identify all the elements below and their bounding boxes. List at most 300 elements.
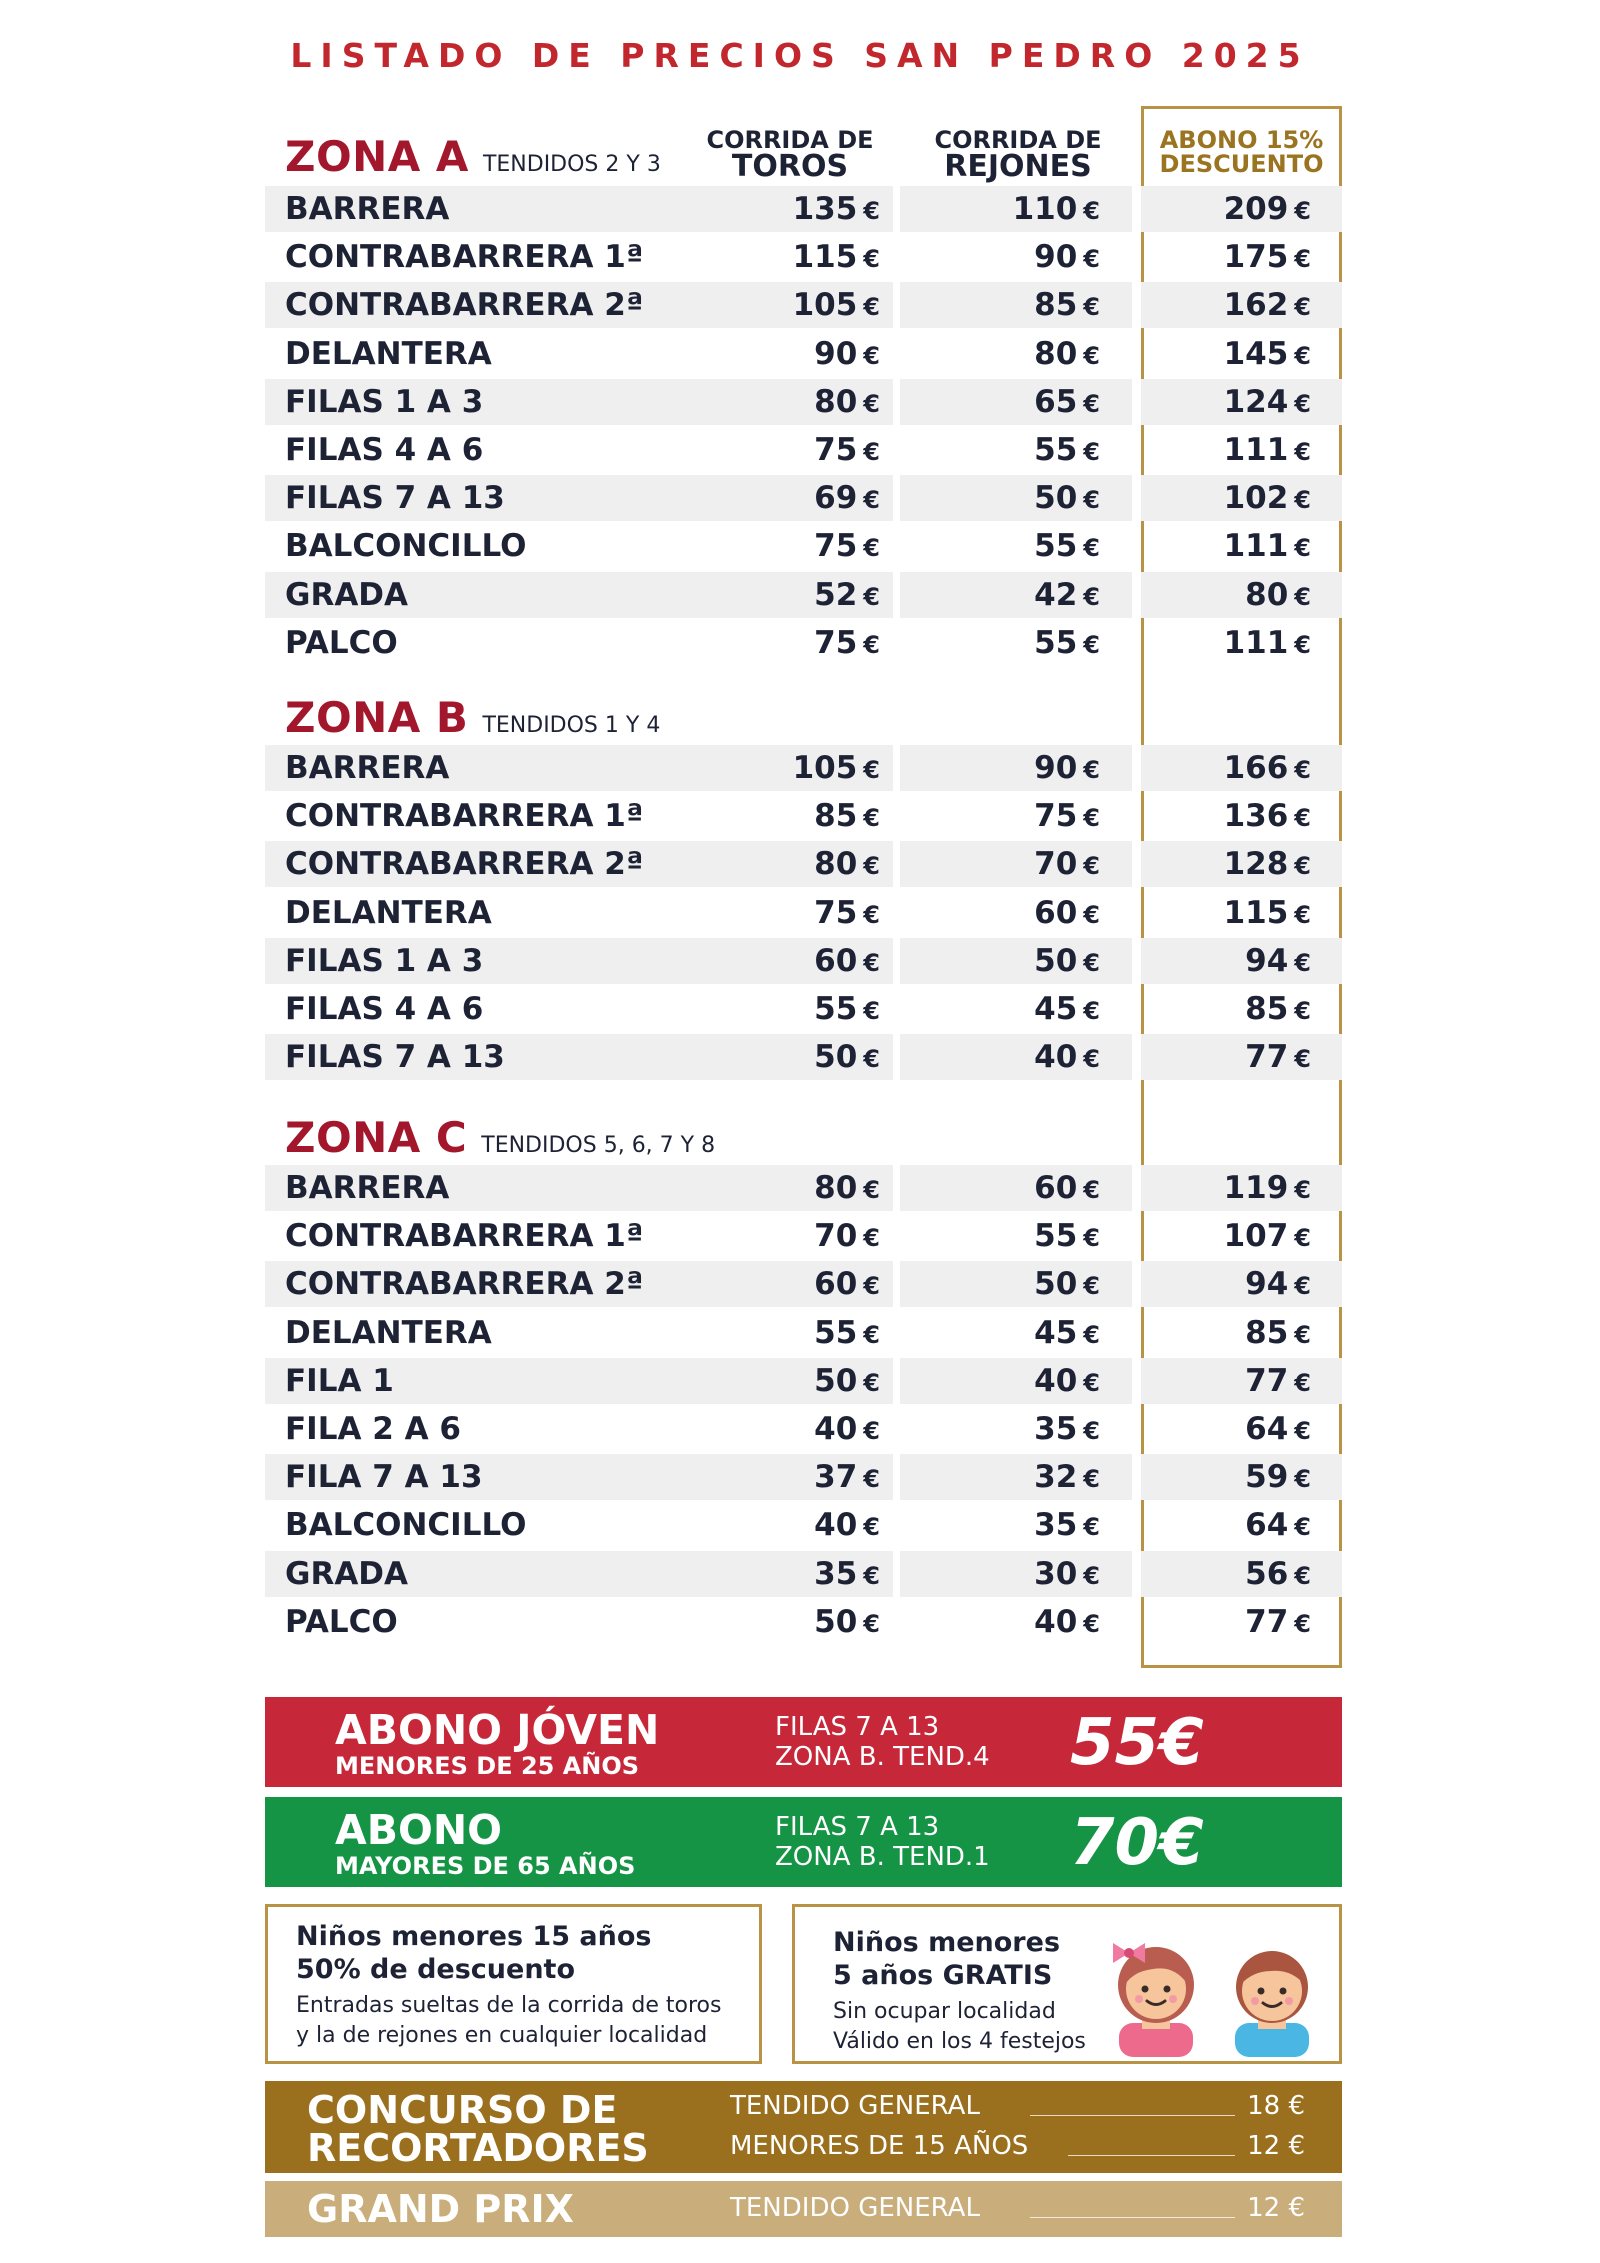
seat-label: PALCO xyxy=(285,625,398,661)
abono-mayores-subtitle: MAYORES DE 65 AÑOS xyxy=(335,1852,636,1880)
price-abono xyxy=(1141,841,1311,889)
kids-15-sub-line2: y la de rejones en cualquier localidad xyxy=(296,2023,708,2048)
header-abono xyxy=(1144,128,1339,176)
seat-label: CONTRABARRERA 1ª xyxy=(285,1218,644,1254)
seat-label: CONTRABARRERA 1ª xyxy=(285,239,644,275)
price-toros xyxy=(680,1599,880,1647)
currency-symbol: € xyxy=(1294,293,1311,321)
currency-symbol: € xyxy=(863,631,880,659)
currency-symbol: € xyxy=(863,1224,880,1252)
abono-joven-info xyxy=(775,1713,990,1773)
currency-symbol: € xyxy=(863,852,880,880)
table-row xyxy=(265,427,1342,473)
price-value: 40 xyxy=(1034,1363,1078,1399)
currency-symbol: € xyxy=(863,583,880,611)
leader-line xyxy=(1030,2115,1235,2116)
currency-symbol: € xyxy=(863,245,880,273)
price-rejones xyxy=(900,427,1100,475)
table-row xyxy=(265,186,1342,232)
currency-symbol: € xyxy=(1083,1610,1100,1638)
price-rejones xyxy=(900,1310,1100,1358)
price-value: 60 xyxy=(1034,1170,1078,1206)
price-value: 55 xyxy=(814,1315,858,1351)
price-abono xyxy=(1141,427,1311,475)
price-value: 135 xyxy=(792,191,858,227)
currency-symbol: € xyxy=(1083,1321,1100,1349)
price-value: 80 xyxy=(1245,577,1289,613)
kids-15-box xyxy=(265,1904,762,2064)
price-value: 40 xyxy=(814,1507,858,1543)
price-toros xyxy=(680,282,880,330)
price-toros xyxy=(680,572,880,620)
price-value: 124 xyxy=(1223,384,1289,420)
currency-symbol: € xyxy=(863,293,880,321)
kids-15-sub-line1: Entradas sueltas de la corrida de toros xyxy=(296,1993,722,2018)
seat-label: BARRERA xyxy=(285,1170,450,1206)
seat-label: GRADA xyxy=(285,577,409,613)
price-value: 40 xyxy=(814,1411,858,1447)
currency-symbol: € xyxy=(863,1321,880,1349)
price-value: 35 xyxy=(1034,1507,1078,1543)
price-rejones xyxy=(900,523,1100,571)
price-toros xyxy=(680,1358,880,1406)
price-value: 35 xyxy=(814,1556,858,1592)
currency-symbol: € xyxy=(1083,197,1100,225)
currency-symbol: € xyxy=(1294,1610,1311,1638)
price-abono xyxy=(1141,1406,1311,1454)
price-rejones xyxy=(900,1599,1100,1647)
seat-label: FILA 2 A 6 xyxy=(285,1411,461,1447)
currency-symbol: € xyxy=(863,756,880,784)
price-value: 40 xyxy=(1034,1604,1078,1640)
currency-symbol: € xyxy=(1083,1272,1100,1300)
price-value: 102 xyxy=(1223,480,1289,516)
price-value: 55 xyxy=(1034,528,1078,564)
price-toros xyxy=(680,620,880,668)
price-abono xyxy=(1141,1502,1311,1550)
abono-mayores-price: 70€ xyxy=(1070,1806,1204,1880)
price-value: 40 xyxy=(1034,1039,1078,1075)
price-rejones xyxy=(900,620,1100,668)
seat-label: CONTRABARRERA 2ª xyxy=(285,846,644,882)
price-toros xyxy=(680,745,880,793)
grand-prix-line-0-price: 12 € xyxy=(1247,2193,1305,2223)
price-value: 60 xyxy=(814,1266,858,1302)
price-value: 65 xyxy=(1034,384,1078,420)
price-rejones xyxy=(900,379,1100,427)
price-value: 110 xyxy=(1012,191,1078,227)
price-rejones xyxy=(900,793,1100,841)
seat-label: FILAS 7 A 13 xyxy=(285,480,505,516)
price-abono xyxy=(1141,620,1311,668)
currency-symbol: € xyxy=(1294,1369,1311,1397)
price-value: 105 xyxy=(792,750,858,786)
abono-mayores-title: ABONO xyxy=(335,1806,503,1854)
currency-symbol: € xyxy=(1083,1562,1100,1590)
price-toros xyxy=(680,1406,880,1454)
price-rejones xyxy=(900,938,1100,986)
price-toros xyxy=(680,841,880,889)
currency-symbol: € xyxy=(1083,631,1100,659)
price-value: 52 xyxy=(814,577,858,613)
price-value: 59 xyxy=(1245,1459,1289,1495)
currency-symbol: € xyxy=(1083,1465,1100,1493)
price-value: 90 xyxy=(1034,239,1078,275)
abono-joven-subtitle: MENORES DE 25 AÑOS xyxy=(335,1752,640,1780)
currency-symbol: € xyxy=(1294,901,1311,929)
price-value: 70 xyxy=(1034,846,1078,882)
price-value: 175 xyxy=(1223,239,1289,275)
price-value: 94 xyxy=(1245,943,1289,979)
recortadores-line-1-price: 12 € xyxy=(1247,2131,1305,2161)
price-rejones xyxy=(900,475,1100,523)
currency-symbol: € xyxy=(1294,486,1311,514)
currency-symbol: € xyxy=(863,1176,880,1204)
seat-label: DELANTERA xyxy=(285,336,492,372)
price-value: 111 xyxy=(1223,432,1289,468)
header-corrida-toros xyxy=(690,128,890,182)
price-value: 37 xyxy=(814,1459,858,1495)
header-corrida-rejones xyxy=(918,128,1118,182)
seat-label: BARRERA xyxy=(285,191,450,227)
currency-symbol: € xyxy=(1294,804,1311,832)
zone-name: ZONA B xyxy=(285,693,469,742)
price-abono xyxy=(1141,1034,1311,1082)
price-value: 111 xyxy=(1223,625,1289,661)
currency-symbol: € xyxy=(1294,342,1311,370)
currency-symbol: € xyxy=(1294,1465,1311,1493)
currency-symbol: € xyxy=(1083,997,1100,1025)
price-value: 75 xyxy=(814,432,858,468)
price-toros xyxy=(680,1310,880,1358)
abono-joven-info-line1: FILAS 7 A 13 xyxy=(775,1712,940,1742)
abono-mayores-info-line1: FILAS 7 A 13 xyxy=(775,1812,940,1842)
abono-joven-title: ABONO JÓVEN xyxy=(335,1706,660,1754)
price-rejones xyxy=(900,186,1100,234)
price-abono xyxy=(1141,186,1311,234)
table-row xyxy=(265,890,1342,936)
table-row xyxy=(265,986,1342,1032)
currency-symbol: € xyxy=(1083,901,1100,929)
seat-label: FILAS 4 A 6 xyxy=(285,432,484,468)
price-value: 55 xyxy=(1034,625,1078,661)
price-rejones xyxy=(900,572,1100,620)
price-value: 60 xyxy=(1034,895,1078,931)
price-value: 111 xyxy=(1223,528,1289,564)
price-value: 35 xyxy=(1034,1411,1078,1447)
currency-symbol: € xyxy=(1294,1224,1311,1252)
currency-symbol: € xyxy=(1083,342,1100,370)
price-rejones xyxy=(900,1165,1100,1213)
kids-5-title-line2: 5 años GRATIS xyxy=(833,1960,1053,1991)
table-row xyxy=(265,793,1342,839)
currency-symbol: € xyxy=(1294,631,1311,659)
zone-subtitle: TENDIDOS 5, 6, 7 Y 8 xyxy=(481,1133,716,1158)
price-toros xyxy=(680,379,880,427)
currency-symbol: € xyxy=(1083,293,1100,321)
price-abono xyxy=(1141,234,1311,282)
table-row xyxy=(265,1551,1342,1597)
price-abono xyxy=(1141,523,1311,571)
currency-symbol: € xyxy=(1083,1369,1100,1397)
price-toros xyxy=(680,234,880,282)
currency-symbol: € xyxy=(863,390,880,418)
children-icon xyxy=(1095,1925,1333,2057)
abono-joven-price: 55€ xyxy=(1070,1706,1204,1780)
price-value: 30 xyxy=(1034,1556,1078,1592)
price-value: 50 xyxy=(814,1039,858,1075)
price-rejones xyxy=(900,1454,1100,1502)
price-abono xyxy=(1141,938,1311,986)
currency-symbol: € xyxy=(863,997,880,1025)
table-row xyxy=(265,331,1342,377)
table-row xyxy=(265,1310,1342,1356)
price-value: 90 xyxy=(1034,750,1078,786)
currency-symbol: € xyxy=(863,1272,880,1300)
price-value: 80 xyxy=(814,846,858,882)
price-value: 42 xyxy=(1034,577,1078,613)
price-value: 80 xyxy=(814,384,858,420)
currency-symbol: € xyxy=(1083,583,1100,611)
table-row xyxy=(265,1454,1342,1500)
price-abono xyxy=(1141,1261,1311,1309)
currency-symbol: € xyxy=(1083,804,1100,832)
price-toros xyxy=(680,1034,880,1082)
table-row xyxy=(265,841,1342,887)
price-value: 56 xyxy=(1245,1556,1289,1592)
header-abono-line2: DESCUENTO xyxy=(1159,150,1324,178)
price-value: 55 xyxy=(814,991,858,1027)
recortadores-line-1 xyxy=(730,2131,1305,2165)
currency-symbol: € xyxy=(1083,245,1100,273)
currency-symbol: € xyxy=(863,1369,880,1397)
price-abono xyxy=(1141,793,1311,841)
price-abono xyxy=(1141,331,1311,379)
seat-label: FILA 7 A 13 xyxy=(285,1459,483,1495)
seat-label: GRADA xyxy=(285,1556,409,1592)
price-value: 115 xyxy=(1223,895,1289,931)
price-value: 166 xyxy=(1223,750,1289,786)
price-value: 85 xyxy=(1245,1315,1289,1351)
header-rejones-line2: REJONES xyxy=(944,149,1092,184)
price-value: 50 xyxy=(1034,943,1078,979)
price-abono xyxy=(1141,475,1311,523)
abono-joven-band xyxy=(265,1697,1342,1787)
table-row xyxy=(265,1502,1342,1548)
price-value: 50 xyxy=(1034,1266,1078,1302)
currency-symbol: € xyxy=(1294,852,1311,880)
price-value: 75 xyxy=(814,895,858,931)
currency-symbol: € xyxy=(1294,1321,1311,1349)
recortadores-band xyxy=(265,2081,1342,2173)
price-value: 70 xyxy=(814,1218,858,1254)
price-toros xyxy=(680,331,880,379)
seat-label: FILA 1 xyxy=(285,1363,394,1399)
currency-symbol: € xyxy=(1083,438,1100,466)
price-value: 69 xyxy=(814,480,858,516)
price-rejones xyxy=(900,745,1100,793)
price-rejones xyxy=(900,1551,1100,1599)
currency-symbol: € xyxy=(1083,1513,1100,1541)
recortadores-line-0-name: TENDIDO GENERAL xyxy=(730,2091,980,2121)
price-value: 60 xyxy=(814,943,858,979)
price-value: 45 xyxy=(1034,991,1078,1027)
price-value: 119 xyxy=(1223,1170,1289,1206)
price-toros xyxy=(680,475,880,523)
table-row xyxy=(265,1034,1342,1080)
price-value: 162 xyxy=(1223,287,1289,323)
currency-symbol: € xyxy=(1083,486,1100,514)
currency-symbol: € xyxy=(1294,390,1311,418)
price-value: 90 xyxy=(814,336,858,372)
price-abono xyxy=(1141,745,1311,793)
header-rejones-line1: CORRIDA DE xyxy=(934,126,1102,154)
table-row xyxy=(265,475,1342,521)
price-abono xyxy=(1141,986,1311,1034)
price-value: 75 xyxy=(814,528,858,564)
seat-label: CONTRABARRERA 2ª xyxy=(285,1266,644,1302)
price-value: 145 xyxy=(1223,336,1289,372)
price-toros xyxy=(680,986,880,1034)
recortadores-line-0-price: 18 € xyxy=(1247,2091,1305,2121)
table-row xyxy=(265,282,1342,328)
seat-label: FILAS 4 A 6 xyxy=(285,991,484,1027)
currency-symbol: € xyxy=(1294,583,1311,611)
price-rejones xyxy=(900,1261,1100,1309)
table-row xyxy=(265,938,1342,984)
currency-symbol: € xyxy=(863,197,880,225)
price-value: 45 xyxy=(1034,1315,1078,1351)
price-abono xyxy=(1141,379,1311,427)
recortadores-title-line1: CONCURSO DE xyxy=(307,2088,618,2132)
currency-symbol: € xyxy=(1294,1045,1311,1073)
grand-prix-line-0-name: TENDIDO GENERAL xyxy=(730,2193,980,2223)
currency-symbol: € xyxy=(1083,1045,1100,1073)
currency-symbol: € xyxy=(1083,1417,1100,1445)
currency-symbol: € xyxy=(1083,756,1100,784)
currency-symbol: € xyxy=(863,804,880,832)
price-value: 50 xyxy=(1034,480,1078,516)
currency-symbol: € xyxy=(1294,1562,1311,1590)
leader-line xyxy=(1030,2217,1235,2218)
currency-symbol: € xyxy=(863,1562,880,1590)
abono-mayores-info-line2: ZONA B. TEND.1 xyxy=(775,1841,990,1872)
zone-title xyxy=(285,1113,715,1162)
price-abono xyxy=(1141,1310,1311,1358)
price-abono xyxy=(1141,890,1311,938)
zone-name: ZONA C xyxy=(285,1113,468,1162)
header-toros-line1: CORRIDA DE xyxy=(706,126,874,154)
header-abono-line1: ABONO 15% xyxy=(1159,126,1324,154)
seat-label: CONTRABARRERA 1ª xyxy=(285,798,644,834)
price-value: 77 xyxy=(1245,1363,1289,1399)
price-abono xyxy=(1141,1454,1311,1502)
price-rejones xyxy=(900,1034,1100,1082)
price-value: 105 xyxy=(792,287,858,323)
currency-symbol: € xyxy=(863,949,880,977)
seat-label: BARRERA xyxy=(285,750,450,786)
price-value: 75 xyxy=(1034,798,1078,834)
price-value: 85 xyxy=(1034,287,1078,323)
price-toros xyxy=(680,1165,880,1213)
currency-symbol: € xyxy=(1294,756,1311,784)
currency-symbol: € xyxy=(863,438,880,466)
currency-symbol: € xyxy=(863,1610,880,1638)
table-row xyxy=(265,234,1342,280)
price-value: 85 xyxy=(1245,991,1289,1027)
abono-mayores-band xyxy=(265,1797,1342,1887)
grand-prix-line-0 xyxy=(730,2193,1305,2227)
currency-symbol: € xyxy=(1083,1224,1100,1252)
price-value: 80 xyxy=(814,1170,858,1206)
currency-symbol: € xyxy=(1294,1417,1311,1445)
price-toros xyxy=(680,523,880,571)
price-value: 50 xyxy=(814,1604,858,1640)
currency-symbol: € xyxy=(863,342,880,370)
table-row xyxy=(265,1406,1342,1452)
price-toros xyxy=(680,186,880,234)
price-toros xyxy=(680,890,880,938)
table-row xyxy=(265,620,1342,666)
table-row xyxy=(265,1599,1342,1645)
price-rejones xyxy=(900,1358,1100,1406)
price-value: 77 xyxy=(1245,1039,1289,1075)
table-row xyxy=(265,523,1342,569)
currency-symbol: € xyxy=(1294,438,1311,466)
table-row xyxy=(265,1261,1342,1307)
recortadores-line-1-name: MENORES DE 15 AÑOS xyxy=(730,2131,1029,2161)
currency-symbol: € xyxy=(1083,1176,1100,1204)
recortadores-line-0 xyxy=(730,2091,1305,2125)
currency-symbol: € xyxy=(1083,534,1100,562)
seat-label: BALCONCILLO xyxy=(285,1507,527,1543)
price-value: 32 xyxy=(1034,1459,1078,1495)
currency-symbol: € xyxy=(1294,534,1311,562)
grand-prix-band xyxy=(265,2181,1342,2237)
currency-symbol: € xyxy=(1294,197,1311,225)
kids-5-sub-line1: Sin ocupar localidad xyxy=(833,1999,1056,2024)
price-value: 115 xyxy=(792,239,858,275)
price-value: 64 xyxy=(1245,1507,1289,1543)
price-abono xyxy=(1141,282,1311,330)
currency-symbol: € xyxy=(863,1465,880,1493)
table-row xyxy=(265,379,1342,425)
price-toros xyxy=(680,938,880,986)
zone-name: ZONA A xyxy=(285,132,469,181)
price-rejones xyxy=(900,1502,1100,1550)
price-rejones xyxy=(900,1213,1100,1261)
price-value: 94 xyxy=(1245,1266,1289,1302)
currency-symbol: € xyxy=(863,1045,880,1073)
table-row xyxy=(265,1213,1342,1259)
zone-title xyxy=(285,693,660,742)
price-abono xyxy=(1141,1551,1311,1599)
price-rejones xyxy=(900,986,1100,1034)
price-value: 209 xyxy=(1223,191,1289,227)
currency-symbol: € xyxy=(1294,997,1311,1025)
price-abono xyxy=(1141,1358,1311,1406)
price-rejones xyxy=(900,890,1100,938)
currency-symbol: € xyxy=(863,534,880,562)
price-rejones xyxy=(900,841,1100,889)
table-row xyxy=(265,745,1342,791)
price-toros xyxy=(680,1502,880,1550)
seat-label: FILAS 1 A 3 xyxy=(285,943,484,979)
price-value: 128 xyxy=(1223,846,1289,882)
kids-5-box xyxy=(792,1904,1342,2064)
price-rejones xyxy=(900,234,1100,282)
page-title: LISTADO DE PRECIOS SAN PEDRO 2025 xyxy=(290,36,1310,75)
